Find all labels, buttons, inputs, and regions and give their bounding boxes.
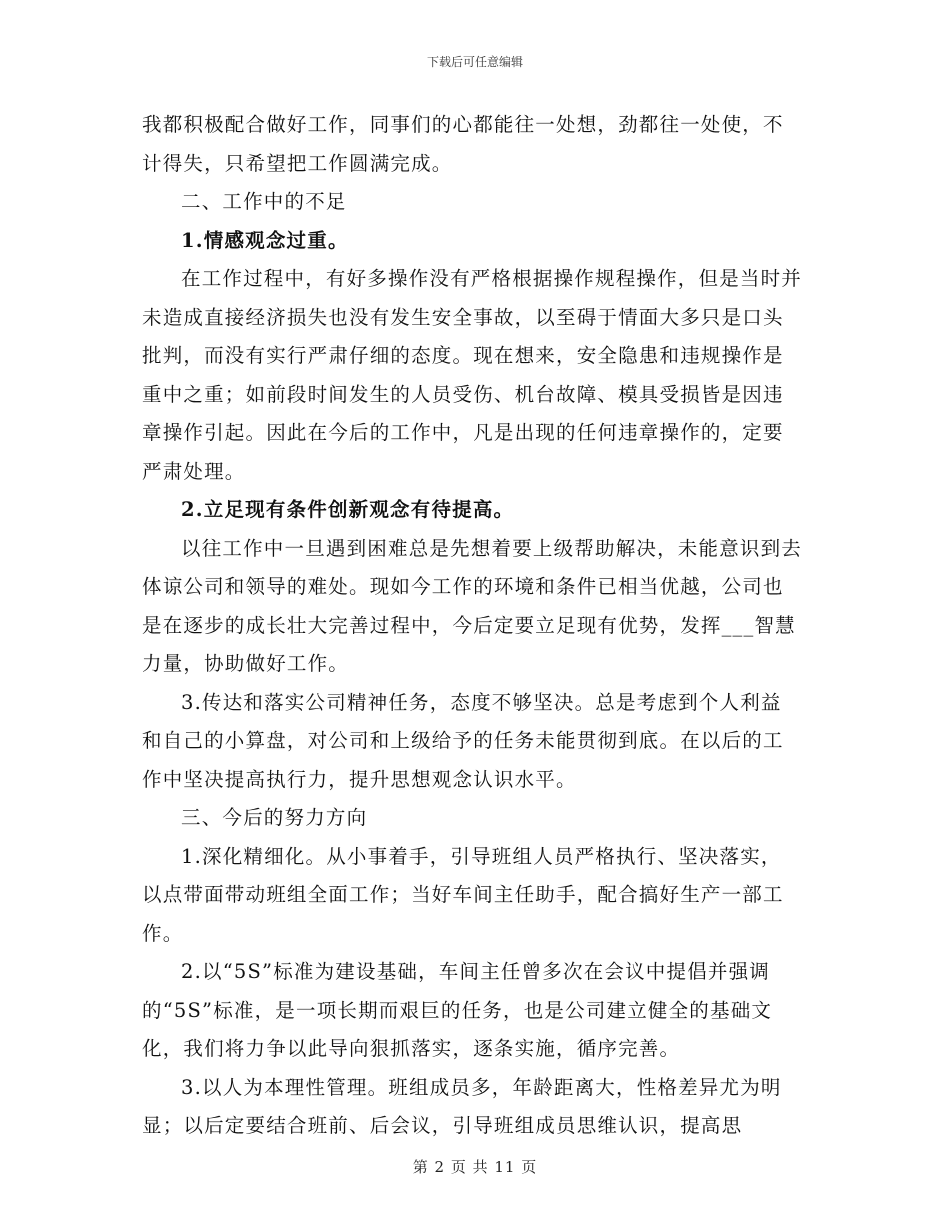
paragraph-body: 以往工作中一旦遇到困难总是先想着要上级帮助解决，未能意识到去体谅公司和领导的难处。现如今工作的环境和条件已相当优越，公司也是在逐步的成长壮大完善过程中，今后定要立足现有优势，发挥___智慧力量，协助做好工作。 [142,536,803,675]
paragraph-body: 1.深化精细化。从小事着手，引导班组人员严格执行、坚决落实，以点带面带动班组全面工作；当好车间主任助手，配合搞好生产一部工作。 [142,844,784,945]
subheading-innovation: 2.立足现有条件创新观念有待提高。 [181,498,515,521]
page-header: 下载后可任意编辑 [426,55,523,69]
document-body [142,106,802,1146]
paragraph-body: 在工作过程中，有好多操作没有严格根据操作规程操作，但是当时并未造成直接经济损失也没有发生安全事故，以至碍于情面大多只是口头批判，而没有实行严肃仔细的态度。现在想来，安全隐患和违规操作是重中之重；如前段时间发生的人员受伤、机台故障、模具受损皆是因违章操作引起。因此在今后的工作中，凡是出现的任何违章操作的，定要严肃处理。 [142,267,803,483]
page-footer: 第 2 页 共 11 页 [412,1158,538,1176]
subheading-emotional-concept: 1.情感观念过重。 [181,228,349,252]
paragraph-continuation: 我都积极配合做好工作，同事们的心都能往一处想，劲都往一处使，不计得失，只希望把工作圆满完成。 [142,113,784,175]
section-heading-shortcomings: 二、工作中的不足 [181,190,347,213]
paragraph-body: 3.传达和落实公司精神任务，态度不够坚决。总是考虑到个人利益和自己的小算盘，对公司和上级给予的任务未能贯彻到底。在以后的工作中坚决提高执行力，提升思想观念认识水平。 [142,690,784,791]
paragraph-body: 2.以“5S”标准为建设基础，车间主任曾多次在会议中提倡并强调的“5S”标准，是一项长期而艰巨的任务，也是公司建立健全的基础文化，我们将力争以此导向狠抓落实，逐条实施，循序完善。 [142,960,773,1060]
section-heading-future-direction: 三、今后的努力方向 [181,806,368,829]
paragraph-body: 3.以人为本理性管理。班组成员多，年龄距离大，性格差异尤为明显；以后定要结合班前、后会议，引导班组成员思维认识，提高思 [142,1075,782,1137]
